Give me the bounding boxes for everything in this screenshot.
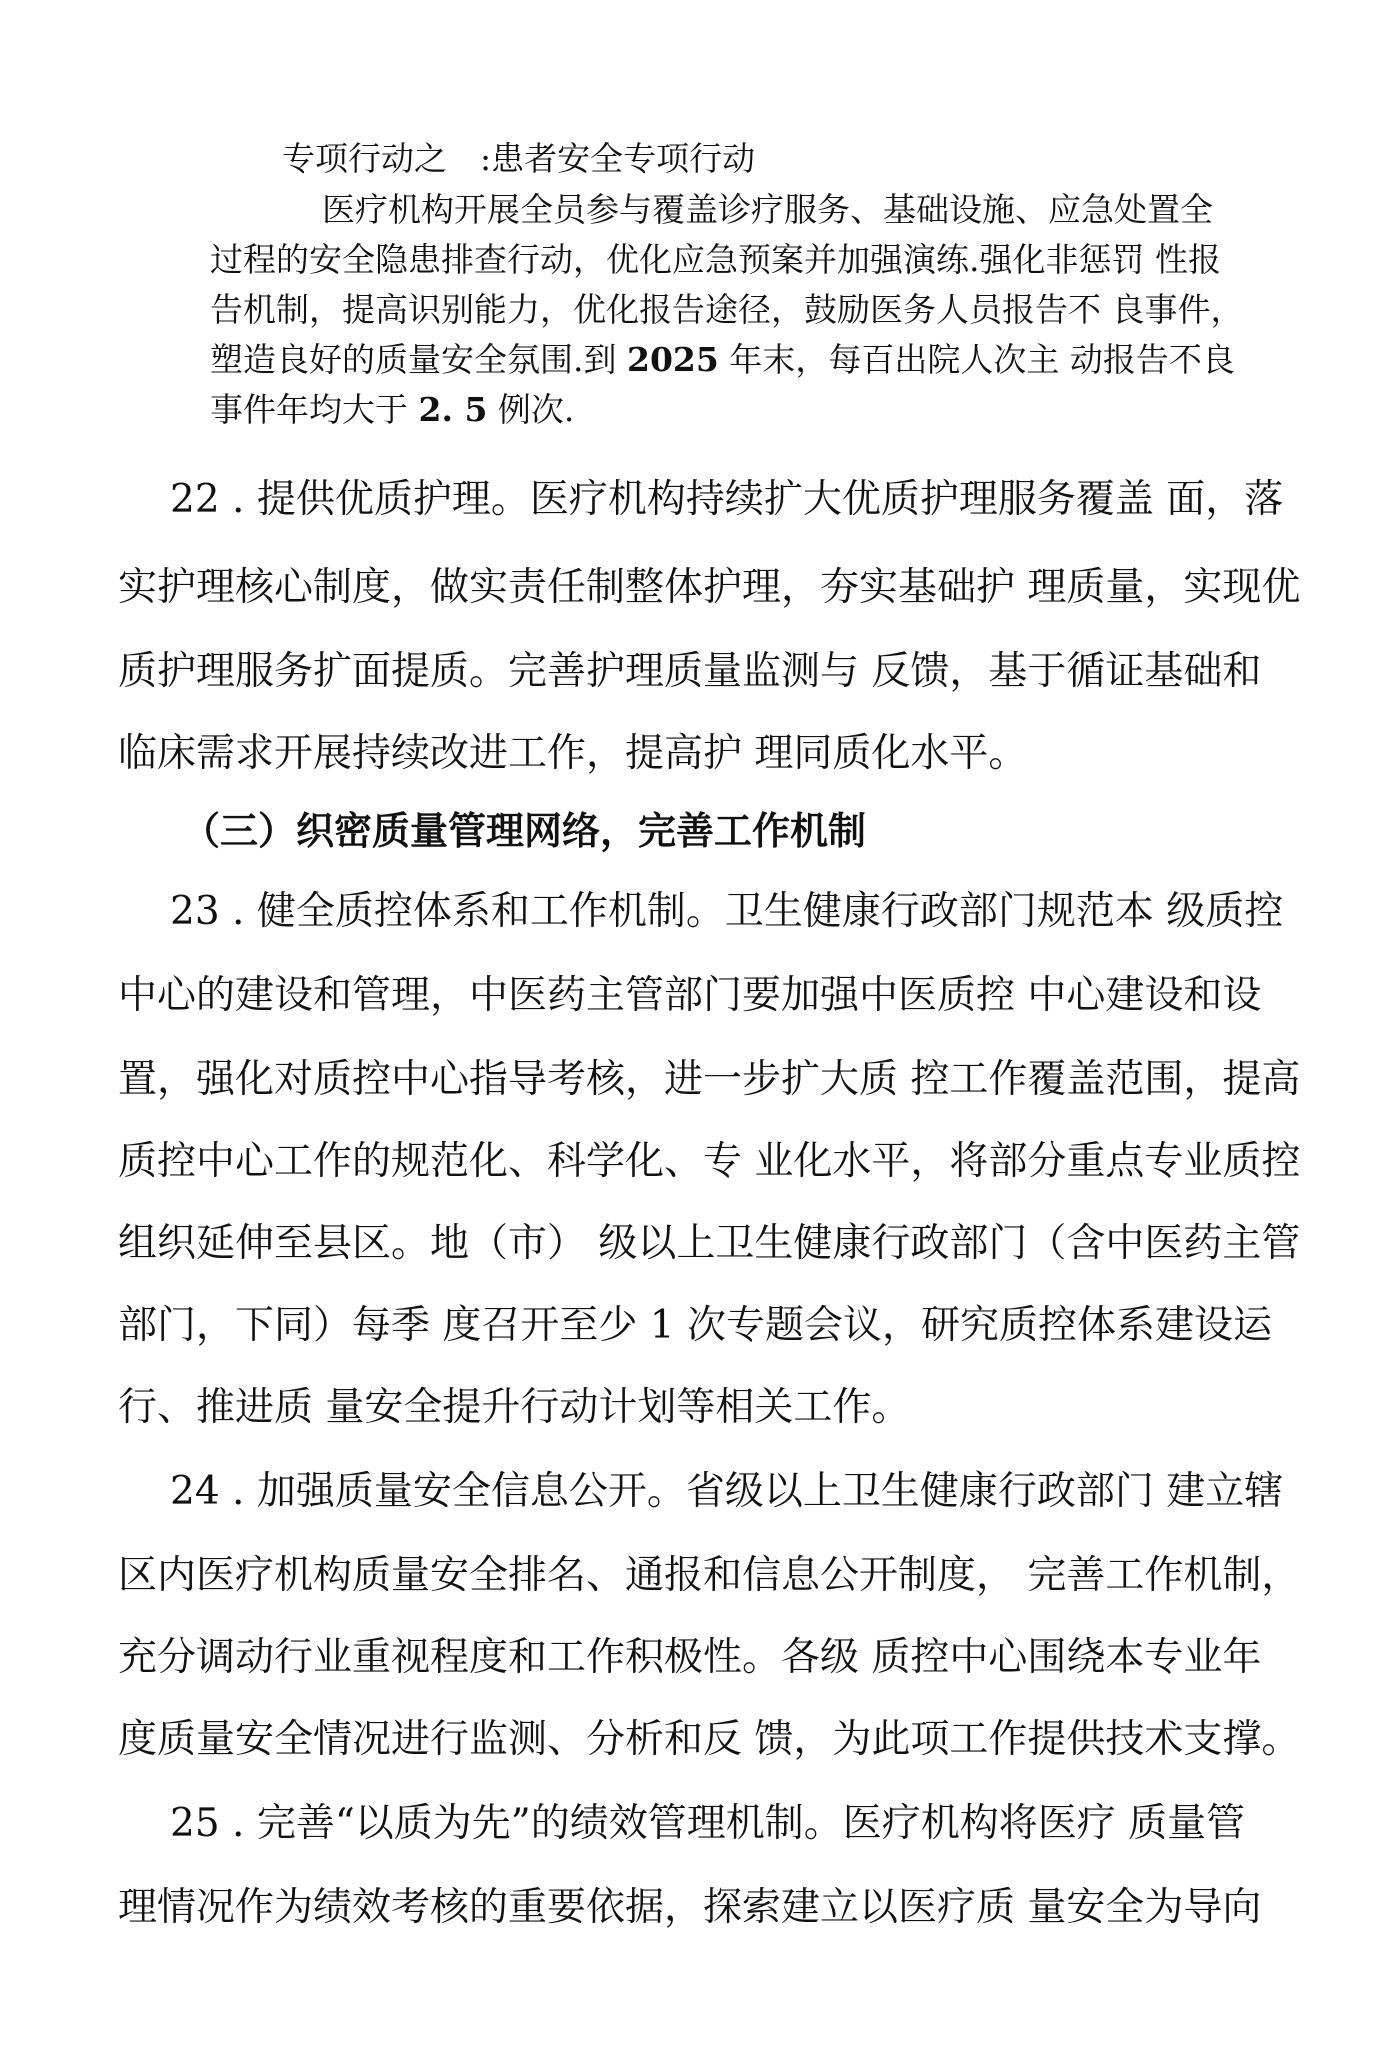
para-25-line-1: 25 . 完善“以质为先”的绩效管理机制。医疗机构将医疗 质量管 xyxy=(170,1801,1246,1846)
section-heading-3: （三）织密质量管理网络，完善工作机制 xyxy=(182,808,867,853)
box-line-3: 告机制，提高识别能力，优化报告途径，鼓励医务人员报告不 良事件， xyxy=(210,290,1244,329)
para-24-line-2: 区内医疗机构质量安全排名、通报和信息公开制度， 完善工作机制， xyxy=(118,1553,1301,1598)
para-23-line-6: 部门，下同）每季 度召开至少 1 次专题会议，研究质控体系建设运 xyxy=(118,1303,1273,1348)
para-23-line-1: 23 . 健全质控体系和工作机制。卫生健康行政部门规范本 级质控 xyxy=(170,889,1284,934)
box-title: 专项行动之 :患者安全专项行动 xyxy=(282,139,756,178)
box-line-1: 医疗机构开展全员参与覆盖诊疗服务、基础设施、应急处置全 xyxy=(322,190,1213,229)
para-23-line-4: 质控中心工作的规范化、科学化、专 业化水平，将部分重点专业质控 xyxy=(118,1139,1301,1184)
box-line-4: 塑造良好的质量安全氛围.到 2025 年末，每百出院人次主 动报告不良 xyxy=(210,340,1235,379)
para-23-line-3: 置，强化对质控中心指导考核，进一步扩大质 控工作覆盖范围，提高 xyxy=(118,1057,1301,1102)
para-23-line-5: 组织延伸至县区。地（市） 级以上卫生健康行政部门（含中医药主管 xyxy=(118,1221,1301,1266)
para-24-line-3: 充分调动行业重视程度和工作积极性。各级 质控中心围绕本专业年 xyxy=(118,1635,1262,1680)
para-24-line-4: 度质量安全情况进行监测、分析和反 馈，为此项工作提供技术支撑。 xyxy=(118,1717,1301,1762)
para-24-line-1: 24 . 加强质量安全信息公开。省级以上卫生健康行政部门 建立辖 xyxy=(170,1469,1284,1514)
para-22-line-2: 实护理核心制度，做实责任制整体护理，夯实基础护 理质量，实现优 xyxy=(118,565,1301,610)
para-22-line-3: 质护理服务扩面提质。完善护理质量监测与 反馈，基于循证基础和 xyxy=(118,649,1262,694)
box-line-2: 过程的安全隐患排查行动，优化应急预案并加强演练.强化非惩罚 性报 xyxy=(210,240,1221,279)
para-23-line-7: 行、推进质 量安全提升行动计划等相关工作。 xyxy=(118,1385,911,1430)
para-25-line-2: 理情况作为绩效考核的重要依据，探索建立以医疗质 量安全为导向 xyxy=(118,1885,1262,1930)
para-22-line-1: 22 . 提供优质护理。医疗机构持续扩大优质护理服务覆盖 面，落 xyxy=(170,477,1284,522)
box-line-5: 事件年均大于 2. 5 例次. xyxy=(210,390,575,429)
para-22-line-4: 临床需求开展持续改进工作，提高护 理同质化水平。 xyxy=(118,731,1028,776)
para-23-line-2: 中心的建设和管理，中医药主管部门要加强中医质控 中心建设和设 xyxy=(118,973,1262,1018)
